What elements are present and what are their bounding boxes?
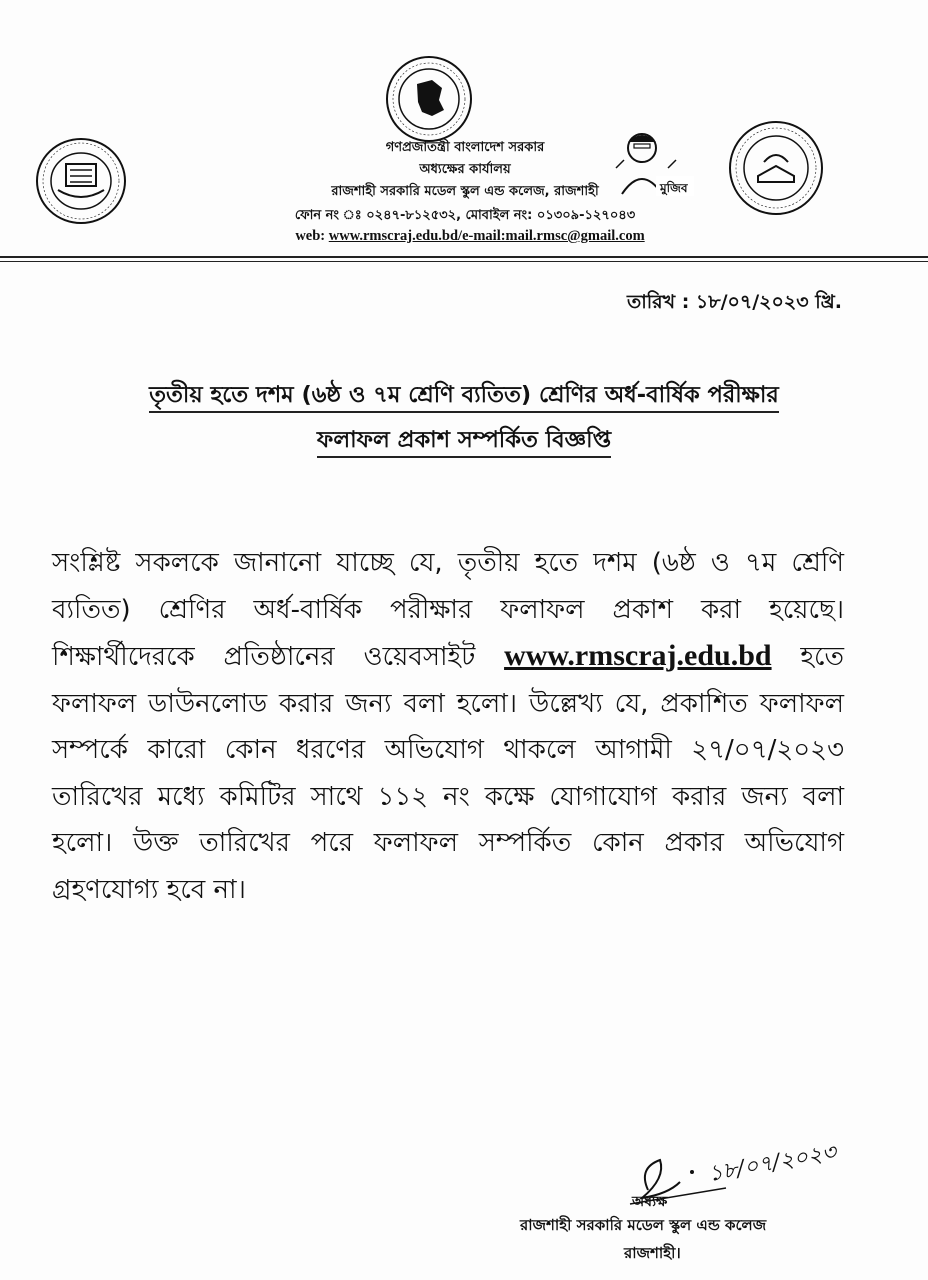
header-rule-thin	[0, 261, 928, 262]
subject-line-2: ফলাফল প্রকাশ সম্পর্কিত বিজ্ঞপ্তি	[317, 427, 611, 458]
body-part-2: হতে ফলাফল ডাউনলোড করার জন্য বলা হলো। উল্লেখ্য যে, প্রকাশিত ফলাফল সম্পর্কে কারো কোন ধরণের অভিযোগ থাকলে আগামী ২৭/০৭/২০২৩ তারিখের মধ্যে কমিটির সাথে ১১২ নং কক্ষে যোগাযোগ করার জন্য বলা হলো। উক্ত তারিখের পরে ফলাফল সম্পর্কিত কোন প্রকার অভিযোগ গ্রহণযোগ্য হবে না।	[52, 642, 844, 905]
portrait-caption: মুজিব	[660, 181, 688, 195]
notice-body	[52, 540, 844, 913]
web-prefix: web:	[295, 228, 329, 244]
web-contact-link[interactable]: www.rmscraj.edu.bd/e-mail:mail.rmsc@gmail.com	[328, 228, 645, 244]
office-name: অধ্যক্ষের কার্যালয়	[419, 162, 511, 177]
subject-line-1: তৃতীয় হতে দশম (৬ষ্ঠ ও ৭ম শ্রেণি ব্যতিত) শ্রেণির অর্ধ-বার্ষিক পরীক্ষার	[149, 382, 779, 413]
body-part-1: সংশ্লিষ্ট সকলকে জানানো যাচ্ছে যে, তৃতীয় হতে দশম (৬ষ্ঠ ও ৭ম শ্রেণি ব্যতিত) শ্রেণির অর্ধ-বার্ষিক পরীক্ষার ফলাফল প্রকাশ করা হয়েছে। শিক্ষার্থীদেরকে প্রতিষ্ঠানের ওয়েবসাইট	[52, 548, 844, 672]
institution-name: রাজশাহী সরকারি মডেল স্কুল এন্ড কলেজ, রাজশাহী	[331, 184, 599, 199]
government-name: গণপ্রজাতন্ত্রী বাংলাদেশ সরকার	[385, 140, 545, 155]
signatory-institution: রাজশাহী সরকারি মডেল স্কুল এন্ড কলেজ	[520, 1216, 767, 1234]
notice-date: তারিখ : ১৮/০৭/২০২৩ খ্রি.	[626, 291, 842, 313]
government-seal-icon	[384, 54, 474, 144]
signature-date: ১৮/০৭/২০২৩	[706, 1139, 839, 1188]
signatory-title: অধ্যক্ষ	[632, 1194, 668, 1210]
header-rule	[0, 256, 928, 258]
web-contact-line	[120, 228, 820, 245]
phone-line: ফোন নং ঃ ০২৪৭-৮১২৫৩২, মোবাইল নং: ০১৩০৯-১২৭০৪৩	[294, 208, 636, 223]
website-link[interactable]: www.rmscraj.edu.bd	[504, 639, 772, 672]
notice-subject	[40, 382, 888, 458]
institution-seal-icon	[30, 134, 132, 228]
signatory-city: রাজশাহী।	[624, 1244, 681, 1262]
